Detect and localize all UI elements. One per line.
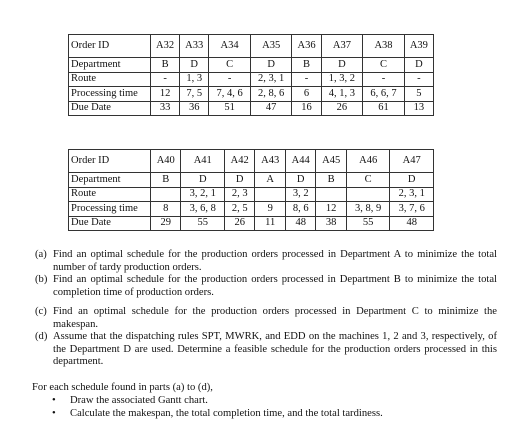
- table-cell: 55: [346, 216, 390, 231]
- table-cell: 1, 3, 2: [321, 72, 363, 87]
- question-text: Find an optimal schedule for the production orders processed in Department C to minimize the makespan.: [53, 306, 497, 330]
- orders-table-1: [68, 34, 434, 116]
- orders-table-2: [68, 149, 434, 231]
- row-label: Processing time: [69, 87, 151, 102]
- question-text: Find an optimal schedule for the production orders processed in Department B to minimize the total completion time of production orders.: [53, 274, 497, 298]
- table-cell: -: [292, 72, 321, 87]
- bullet-text: Calculate the makespan, the total completion time, and the total tardiness.: [70, 408, 383, 419]
- table-cell: [346, 187, 390, 202]
- table-cell: B: [151, 173, 181, 188]
- table-cell: 4, 1, 3: [321, 87, 363, 102]
- table-cell: A37: [321, 35, 363, 58]
- table-cell: 5: [404, 87, 433, 102]
- table-cell: A44: [285, 150, 315, 173]
- question-tag: (c): [35, 306, 47, 317]
- table-row: [69, 87, 434, 102]
- table-cell: B: [316, 173, 346, 188]
- table-cell: -: [363, 72, 405, 87]
- table-cell: 7, 5: [180, 87, 209, 102]
- question-a: [35, 249, 497, 274]
- row-label: Processing time: [69, 202, 151, 217]
- table-cell: A40: [151, 150, 181, 173]
- table-cell: A33: [180, 35, 209, 58]
- table-cell: 2, 3, 1: [250, 72, 292, 87]
- table-cell: -: [209, 72, 251, 87]
- table-cell: 26: [224, 216, 254, 231]
- table-cell: A36: [292, 35, 321, 58]
- table-cell: 13: [404, 101, 433, 116]
- table-row: [69, 72, 434, 87]
- table-row: [69, 216, 434, 231]
- table-row: [69, 173, 434, 188]
- table-cell: A46: [346, 150, 390, 173]
- table-cell: D: [224, 173, 254, 188]
- table-cell: A41: [181, 150, 225, 173]
- table-cell: 2, 3, 1: [390, 187, 434, 202]
- table-cell: 16: [292, 101, 321, 116]
- table-cell: D: [390, 173, 434, 188]
- table-cell: 3, 8, 9: [346, 202, 390, 217]
- table-cell: 3, 2, 1: [181, 187, 225, 202]
- bullet-icon: •: [52, 395, 56, 406]
- table-row: [69, 150, 434, 173]
- table-cell: 38: [316, 216, 346, 231]
- table-cell: 3, 2: [285, 187, 315, 202]
- table-cell: [316, 187, 346, 202]
- footer-intro: For each schedule found in parts (a) to (d),: [32, 382, 213, 393]
- footer-bullet: [52, 395, 208, 408]
- table-cell: -: [404, 72, 433, 87]
- table-cell: 29: [151, 216, 181, 231]
- table-cell: [151, 187, 181, 202]
- table-cell: 2, 5: [224, 202, 254, 217]
- row-label: Due Date: [69, 101, 151, 116]
- table-cell: 6: [292, 87, 321, 102]
- bullet-text: Draw the associated Gantt chart.: [70, 395, 208, 406]
- table-row: [69, 101, 434, 116]
- table-cell: 2, 3: [224, 187, 254, 202]
- question-text: Assume that the dispatching rules SPT, MWRK, and EDD on the machines 1, 2 and 3, respectively, of the Department D are used. Determine a feasible schedule for the production orders processed in this department.: [53, 331, 497, 367]
- row-label: Due Date: [69, 216, 151, 231]
- table-cell: A32: [151, 35, 180, 58]
- table-cell: 26: [321, 101, 363, 116]
- table-row: [69, 187, 434, 202]
- table-cell: A39: [404, 35, 433, 58]
- table-cell: 3, 6, 8: [181, 202, 225, 217]
- row-label: Department: [69, 173, 151, 188]
- table-cell: A42: [224, 150, 254, 173]
- row-label: Order ID: [71, 39, 110, 51]
- table-cell: C: [209, 58, 251, 73]
- table-cell: D: [404, 58, 433, 73]
- table-cell: 12: [151, 87, 180, 102]
- table-cell: B: [151, 58, 180, 73]
- table-cell: 33: [151, 101, 180, 116]
- table-cell: 47: [250, 101, 292, 116]
- table-cell: 8, 6: [285, 202, 315, 217]
- row-label: Route: [69, 72, 151, 87]
- table-cell: A45: [316, 150, 346, 173]
- table-cell: D: [285, 173, 315, 188]
- question-tag: (a): [35, 249, 47, 260]
- table-row: [69, 58, 434, 73]
- table-cell: D: [180, 58, 209, 73]
- bullet-icon: •: [52, 408, 56, 419]
- table-cell: [255, 187, 285, 202]
- row-label: Order ID: [71, 154, 110, 166]
- row-label: Route: [69, 187, 151, 202]
- table-cell: 51: [209, 101, 251, 116]
- table-cell: 11: [255, 216, 285, 231]
- table-row: [69, 35, 434, 58]
- table-cell: A35: [250, 35, 292, 58]
- question-b: [35, 274, 497, 299]
- table-cell: 8: [151, 202, 181, 217]
- table-cell: B: [292, 58, 321, 73]
- question-tag: (d): [35, 331, 48, 342]
- table-cell: A34: [209, 35, 251, 58]
- question-d: [35, 331, 497, 369]
- table-cell: D: [250, 58, 292, 73]
- footer-bullet: [52, 408, 383, 421]
- table-cell: 1, 3: [180, 72, 209, 87]
- question-text: Find an optimal schedule for the production orders processed in Department A to minimize the total number of tardy production orders.: [53, 249, 497, 273]
- table-cell: 9: [255, 202, 285, 217]
- table-cell: 6, 6, 7: [363, 87, 405, 102]
- table-cell: 2, 8, 6: [250, 87, 292, 102]
- table-cell: C: [363, 58, 405, 73]
- table-cell: 61: [363, 101, 405, 116]
- table-cell: D: [181, 173, 225, 188]
- row-label: Department: [69, 58, 151, 73]
- table-cell: 36: [180, 101, 209, 116]
- table-cell: D: [321, 58, 363, 73]
- question-tag: (b): [35, 274, 48, 285]
- table-cell: A: [255, 173, 285, 188]
- table-cell: A38: [363, 35, 405, 58]
- table-cell: 12: [316, 202, 346, 217]
- table-cell: C: [346, 173, 390, 188]
- table-cell: -: [151, 72, 180, 87]
- table-cell: 7, 4, 6: [209, 87, 251, 102]
- table-cell: 3, 7, 6: [390, 202, 434, 217]
- table-row: [69, 202, 434, 217]
- table-cell: 55: [181, 216, 225, 231]
- table-cell: 48: [390, 216, 434, 231]
- table-cell: A43: [255, 150, 285, 173]
- table-cell: A47: [390, 150, 434, 173]
- question-c: [35, 306, 497, 331]
- table-cell: 48: [285, 216, 315, 231]
